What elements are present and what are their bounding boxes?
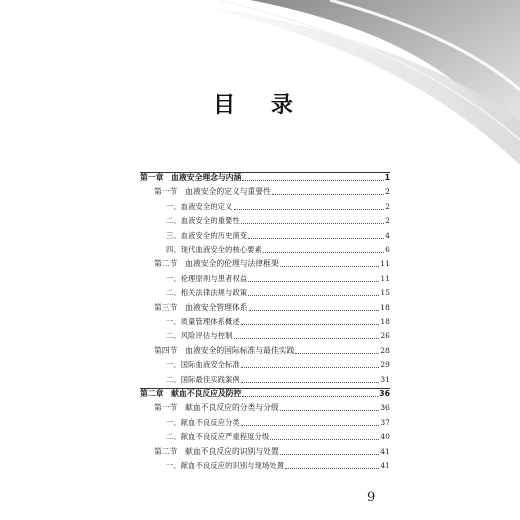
toc-entry-page: 18	[380, 302, 390, 312]
toc-entry-page: 15	[380, 288, 390, 298]
toc-item-row[interactable]	[140, 228, 390, 242]
toc-section-row[interactable]	[140, 256, 390, 270]
toc-entry-label: 第二节 献血不良反应的识别与处置	[154, 446, 279, 456]
toc-entry-page: 28	[380, 345, 390, 355]
dot-leader	[234, 209, 385, 210]
toc-entry-page: 37	[380, 417, 390, 427]
toc-entry-page: 36	[379, 389, 390, 398]
toc-entry-page: 2	[385, 187, 390, 197]
dot-leader	[242, 396, 378, 397]
toc-item-row[interactable]	[140, 458, 390, 472]
toc-entry-label: 二、风险评估与控制	[166, 331, 233, 341]
dot-leader	[263, 252, 384, 253]
toc-section-row[interactable]	[140, 343, 390, 357]
toc-entry-page: 2	[385, 201, 390, 211]
dot-leader	[248, 295, 379, 296]
toc-item-row[interactable]	[140, 199, 390, 213]
toc-entry-page: 4	[385, 230, 390, 240]
dot-leader	[270, 439, 379, 440]
toc-entry-label: 四、现代血液安全的核心要素	[166, 245, 263, 254]
toc-entry-label: 一、血液安全的定义	[166, 201, 233, 211]
toc-entry-page: 2	[385, 216, 390, 226]
toc-entry-page: 40	[380, 432, 390, 442]
toc-section-row[interactable]	[140, 444, 390, 458]
dot-leader	[241, 425, 380, 426]
dot-leader	[241, 382, 380, 383]
toc-entry-page: 36	[380, 403, 390, 413]
dot-leader	[241, 367, 380, 368]
toc-entry-label: 第二章 献血不良反应及防控	[140, 389, 242, 398]
dot-leader	[285, 468, 379, 469]
toc-item-row[interactable]	[140, 328, 390, 342]
toc-entry-label: 第四节 血液安全的国际标准与最佳实践	[154, 345, 295, 355]
dot-leader	[248, 281, 379, 282]
toc-entry-label: 第一节 血液安全的定义与重要性	[154, 187, 271, 197]
toc-item-row[interactable]	[140, 213, 390, 227]
toc-chapter-row[interactable]	[140, 170, 390, 184]
page-number: 9	[367, 490, 376, 505]
toc-entry-label: 第一节 献血不良反应的分类与分级	[154, 403, 279, 413]
toc-entry-label: 一、伦理原则与患者权益	[166, 273, 248, 283]
dot-leader	[280, 454, 379, 455]
toc-item-row[interactable]	[140, 357, 390, 371]
dot-leader	[272, 194, 384, 195]
toc-chapter-row[interactable]	[140, 386, 390, 400]
toc-entry-label: 第一章 血液安全理念与内涵	[140, 173, 242, 182]
toc-section-row[interactable]	[140, 184, 390, 198]
toc-entry-page: 26	[380, 331, 390, 341]
toc-item-row[interactable]	[140, 271, 390, 285]
toc-item-row[interactable]	[140, 372, 390, 386]
toc-entry-page: 11	[380, 259, 390, 269]
toc-entry-label: 一、国际血液安全标准	[166, 360, 240, 370]
toc-entry-label: 一、质量管理体系概述	[166, 317, 240, 326]
toc-section-row[interactable]	[140, 400, 390, 414]
dot-leader	[295, 353, 379, 354]
toc-entry-page: 41	[380, 461, 390, 470]
toc-section-row[interactable]	[140, 300, 390, 314]
toc-entry-page: 6	[385, 245, 390, 254]
toc-entry-label: 三、血液安全的历史演变	[166, 230, 248, 240]
toc-entry-label: 一、献血不良反应的识别与现场处置	[166, 461, 285, 470]
page-title: 目 录	[213, 93, 307, 118]
dot-leader	[241, 223, 384, 224]
toc-entry-label: 一、献血不良反应分类	[166, 417, 240, 427]
toc-item-row[interactable]	[140, 314, 390, 328]
toc-item-row[interactable]	[140, 285, 390, 299]
toc-entry-label: 第三节 血液安全管理体系	[154, 302, 248, 312]
toc-entry-label: 二、血液安全的重要性	[166, 216, 240, 226]
dot-leader	[249, 310, 380, 311]
toc-entry-page: 31	[380, 374, 390, 384]
toc-item-row[interactable]	[140, 415, 390, 429]
toc-entry-page: 11	[380, 273, 390, 283]
dot-leader	[248, 238, 384, 239]
toc-item-row[interactable]	[140, 242, 390, 256]
toc-entry-page: 18	[380, 317, 390, 326]
dot-leader	[280, 410, 379, 411]
toc-entry-page: 1	[384, 173, 390, 182]
dot-leader	[234, 338, 380, 339]
dot-leader	[242, 180, 383, 181]
toc-entry-label: 二、献血不良反应严重程度分级	[166, 432, 270, 442]
toc-entry-label: 二、相关法律法规与政策	[166, 288, 248, 298]
toc-entry-label: 二、国际最佳实践案例	[166, 374, 240, 384]
toc-item-row[interactable]	[140, 429, 390, 443]
dot-leader	[280, 266, 379, 267]
toc-entry-page: 29	[380, 360, 390, 370]
toc-entry-label: 第二节 血液安全的伦理与法律框架	[154, 259, 279, 269]
dot-leader	[241, 324, 380, 325]
toc-entry-page: 41	[380, 446, 390, 456]
